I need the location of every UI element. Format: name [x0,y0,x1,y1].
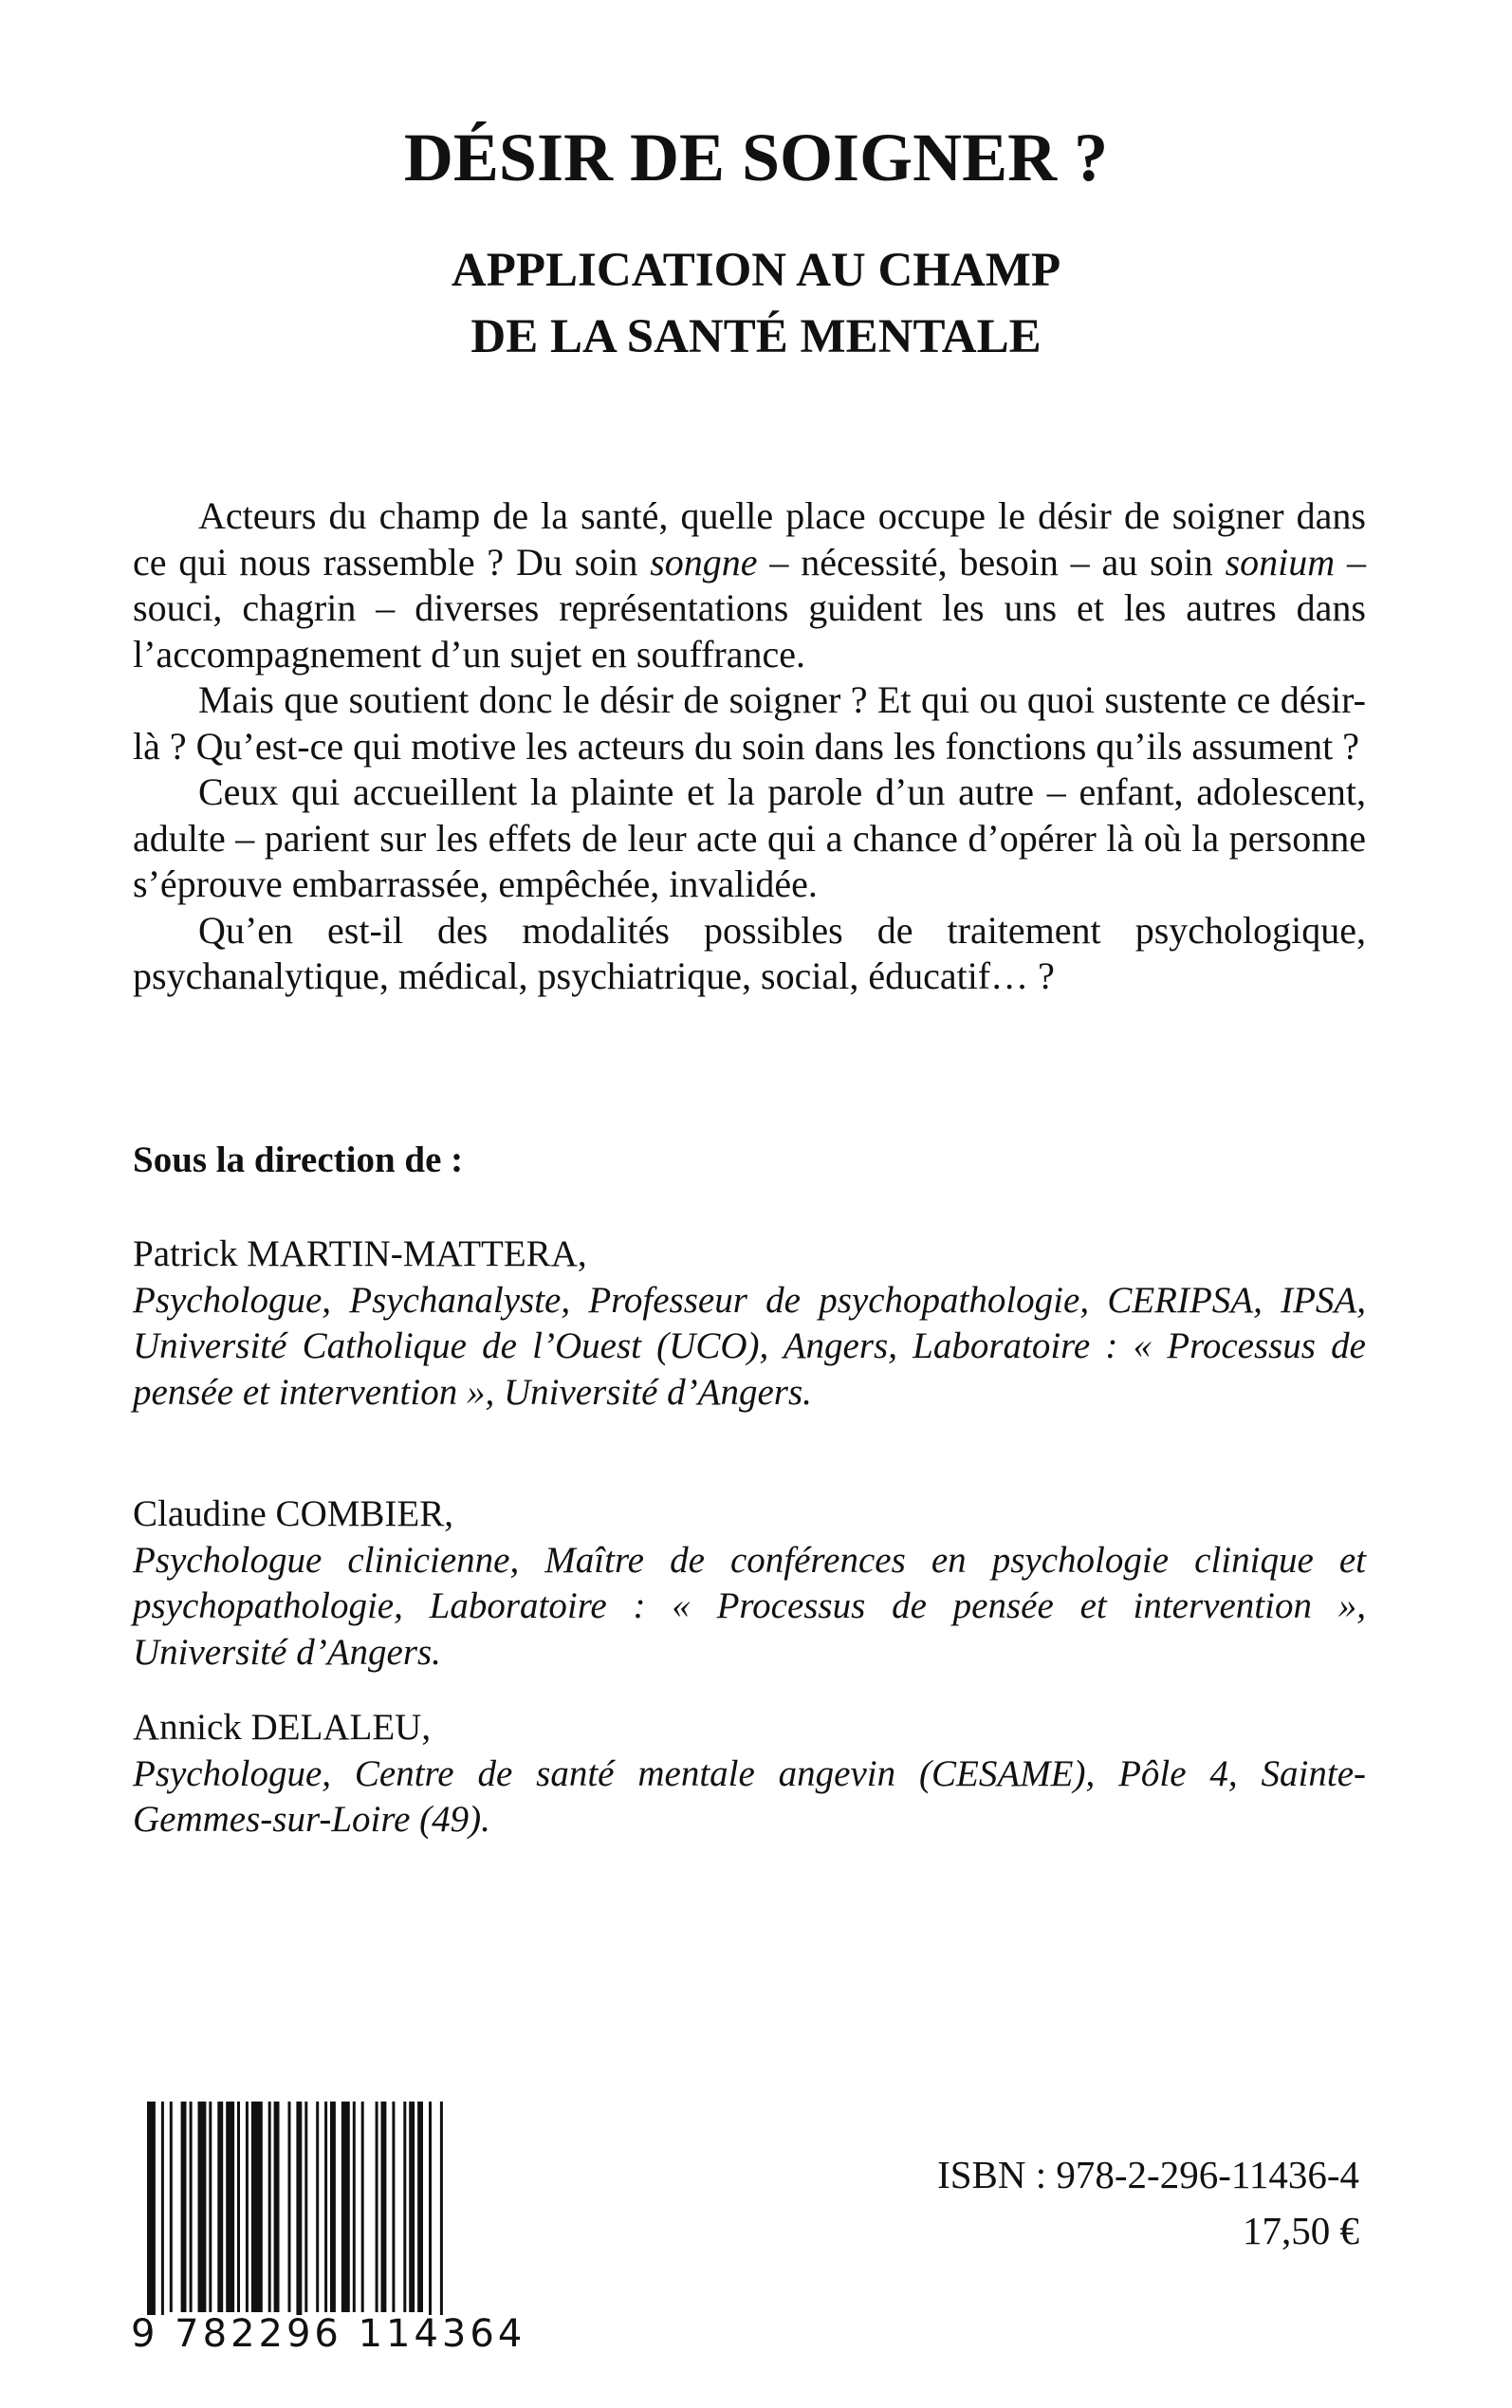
term-sonium: sonium [1225,540,1336,583]
price: 17,50 € [1243,2209,1359,2252]
book-title: DÉSIR DE SOIGNER ? [403,120,1109,195]
barcode-bar [226,2102,234,2312]
barcode-bar [304,2102,307,2312]
barcode-bar [392,2102,395,2312]
barcode-bar [316,2102,319,2312]
author-affiliation: Psychologue, Centre de santé mentale angevin (CESAME), Pôle 4, Sainte-Gemmes-sur-Loire (49). [133,1752,1366,1840]
barcode-bar [403,2102,406,2312]
author-entry [133,1491,1366,1676]
barcode-bar [181,2102,187,2312]
summary-paragraph-3: Ceux qui accueillent la plainte et la parole d’un autre – enfant, adolescent, adulte – parient sur les effets de leur acte qui a chance d’opérer là où la personne s’éprouve embarrassée, empêchée, invalidée. [133,770,1366,905]
summary-paragraph-2: Mais que soutient donc le désir de soigner ? Et qui ou quoi sustente ce désir-là ? Qu’est-ce qui motive les acteurs du soin dans les fonctions qu’ils assument ? [133,678,1366,768]
barcode-bar [417,2102,423,2312]
summary-text: – souci, chagrin – diverses représentations guident les uns et les autres dans l’accompagnement d’un sujet en souffrance. [133,540,1366,676]
barcode-bar [190,2102,193,2312]
barcode-bar [330,2102,336,2312]
summary-paragraph-1 [133,493,1366,677]
barcode-bar [361,2102,364,2312]
direction-heading: Sous la direction de : [133,1139,464,1180]
barcode-bar [341,2102,350,2312]
summary-text: – nécessité, besoin – au soin [757,540,1226,583]
isbn: ISBN : 978-2-296-11436-4 [937,2153,1359,2196]
barcode-bar [409,2102,415,2312]
barcode-bar [198,2102,207,2312]
subtitle-line-2: DE LA SANTÉ MENTALE [470,310,1042,363]
back-cover-summary [133,493,1366,1000]
barcode-bar [217,2102,223,2312]
author-name: Annick DELALEU, [133,1707,432,1748]
barcode-bar [274,2102,280,2312]
summary-paragraph-4: Qu’en est-il des modalités possibles de traitement psychologique, psychanalytique, médical, psychiatrique, social, éducatif… ? [133,908,1366,997]
barcode-bar [288,2102,291,2312]
barcode-bar [237,2102,240,2312]
barcode-bar [251,2102,263,2312]
author-name: Patrick MARTIN-MATTERA, [133,1233,587,1274]
barcode-bar [170,2102,173,2312]
term-songne: songne [650,540,758,583]
author-affiliation: Psychologue clinicienne, Maître de conférences en psychologie clinique et psychopathologie, Laboratoire : « Processus de pensée et intervention », Université d’Angers. [133,1539,1366,1673]
author-affiliation: Psychologue, Psychanalyste, Professeur de psychopathologie, CERIPSA, IPSA, Université Catholique de l’Ouest (UCO), Angers, Laboratoire : « Processus de pensée et intervention », Université d’Angers. [133,1279,1366,1413]
barcode-bar [376,2102,378,2312]
author-entry [133,1232,1366,1416]
summary-text: Acteurs du champ de la santé, quelle place occupe le désir de soigner dans ce qui nous rassemble ? Du soin [133,494,1366,583]
book-subtitle [0,237,1512,370]
barcode-bar [324,2102,327,2312]
barcode-bar [209,2102,212,2312]
barcode-bar [353,2102,356,2312]
subtitle-line-1: APPLICATION AU CHAMP [451,244,1061,297]
barcode-digits: 9 782296 114364 [131,2312,526,2356]
author-name: Claudine COMBIER, [133,1493,453,1534]
barcode-bar [268,2102,271,2312]
barcode-bar [381,2102,387,2312]
barcode-bar [246,2102,249,2312]
author-entry [133,1705,1366,1843]
